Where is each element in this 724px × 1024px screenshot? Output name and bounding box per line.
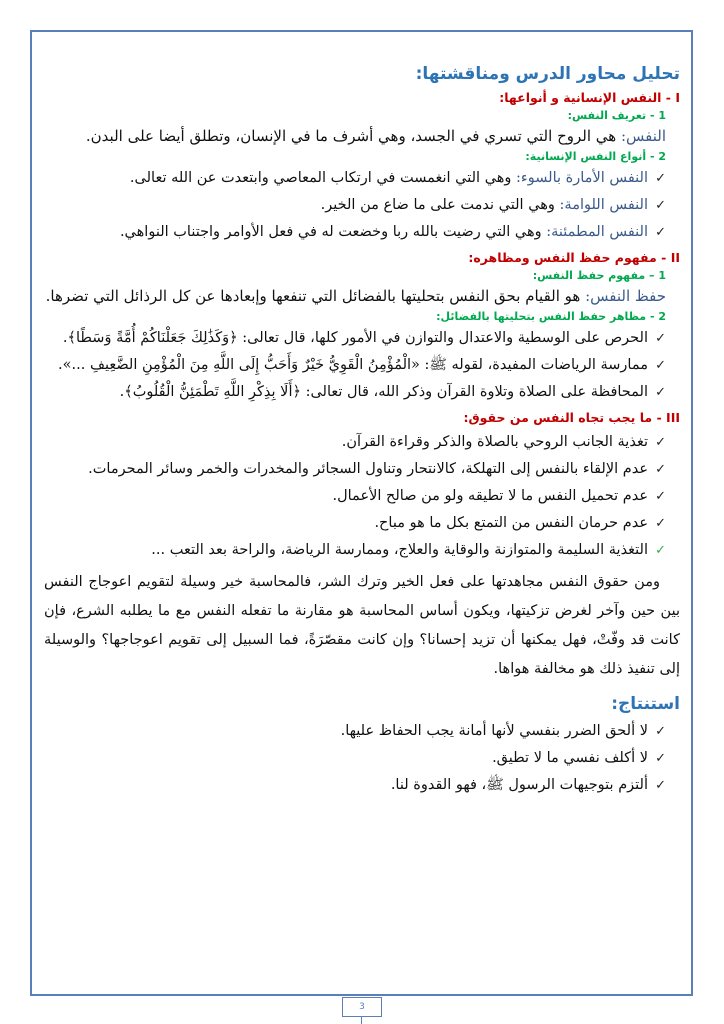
concept-paragraph bbox=[44, 284, 666, 308]
section2-sub2: 2 - مظاهر حفظ النفس بتحليتها بالفضائل: bbox=[436, 310, 666, 323]
check-icon: ✓ bbox=[655, 331, 666, 346]
concept-term: حفظ النفس: bbox=[585, 287, 666, 305]
soul-types-list bbox=[44, 165, 666, 246]
section2-heading: II - مفهوم حفظ النفس ومظاهره: bbox=[468, 250, 680, 265]
list-item bbox=[44, 325, 666, 352]
type-text: وهي التي انغمست في ارتكاب المعاصي وابتعدت عن الله تعالى. bbox=[129, 170, 517, 186]
item-text: المحافظة على الصلاة وتلاوة القرآن وذكر الله، قال تعالى: ﴿أَلَا بِذِكْرِ اللَّهِ تَطْمَئِنُّ الْقُلُوبُ﴾. bbox=[119, 384, 648, 400]
section3-heading: III - ما يجب تجاه النفس من حقوق: bbox=[463, 410, 680, 425]
preservation-list bbox=[44, 325, 666, 406]
list-item bbox=[44, 429, 666, 456]
list-item bbox=[44, 456, 666, 483]
item-text: عدم الإلقاء بالنفس إلى التهلكة، كالانتحار وتناول السجائر والمخدرات والخمر وسائر المحرمات. bbox=[88, 461, 648, 477]
list-item bbox=[44, 510, 666, 537]
lesson-content bbox=[44, 64, 680, 803]
self-accounting-paragraph: ومن حقوق النفس مجاهدتها على فعل الخير وترك الشر، فالمحاسبة خير وسيلة لتقويم اعوجاج النفس بين حين وآخر لغرض تزكيتها، ويكون أساس المحاسبة هو مقارنة ما تفعله النفس مع ما يطلبه الشرع، فإن كانت قد وفّتْ، فهل يمكنها أن تزيد إحسانا؟ وإن كانت مقصّرَةً، فما السبيل إلى تقويم اعوجاجها؟ والوسيلة إلى تنفيذ ذلك هو مخالفة هواها. bbox=[44, 574, 680, 677]
check-icon: ✓ bbox=[655, 225, 666, 240]
section2-sub1: 1 – مفهوم حفظ النفس: bbox=[532, 269, 666, 282]
check-icon: ✓ bbox=[655, 751, 666, 766]
list-item bbox=[44, 483, 666, 510]
check-icon: ✓ bbox=[655, 489, 666, 504]
definition-paragraph bbox=[44, 124, 666, 148]
item-text: ممارسة الرياضات المفيدة، لقوله ﷺ: «الْمُؤْمِنُ الْقَوِيُّ خَيْرٌ وَأَحَبُّ إِلَى اللَّهِ مِنَ الْمُؤْمِنِ الضَّعِيفِ ...». bbox=[58, 357, 648, 373]
item-text: الحرص على الوسطية والاعتدال والتوازن في الأمور كلها، قال تعالى: ﴿وَكَذَٰلِكَ جَعَلْنَاكُمْ أُمَّةً وَسَطًا﴾. bbox=[62, 330, 648, 346]
check-icon: ✓ bbox=[655, 171, 666, 186]
list-item bbox=[44, 718, 666, 745]
check-icon: ✓ bbox=[655, 385, 666, 400]
type-term: النفس الأمارة بالسوء: bbox=[516, 170, 648, 186]
section1-sub2: 2 - أنواع النفس الإنسانية: bbox=[525, 150, 666, 163]
list-item bbox=[44, 219, 666, 246]
list-item bbox=[44, 772, 666, 799]
type-text: وهي التي ندمت على ما ضاع من الخير. bbox=[320, 197, 560, 213]
item-text: تغذية الجانب الروحي بالصلاة والذكر وقراءة القرآن. bbox=[341, 434, 648, 450]
item-text: ألتزم بتوجيهات الرسول ﷺ، فهو القدوة لنا. bbox=[390, 777, 648, 793]
check-icon: ✓ bbox=[655, 358, 666, 373]
type-text: وهي التي رضيت بالله ربا وخضعت له في فعل الأوامر واجتناب النواهي. bbox=[119, 224, 547, 240]
type-term: النفس اللوامة: bbox=[559, 197, 648, 213]
rights-list bbox=[44, 429, 666, 564]
check-icon: ✓ bbox=[655, 543, 666, 558]
item-text: عدم حرمان النفس من التمتع بكل ما هو مباح. bbox=[374, 515, 648, 531]
type-term: النفس المطمئنة: bbox=[546, 224, 648, 240]
check-icon: ✓ bbox=[655, 516, 666, 531]
item-text: عدم تحميل النفس ما لا تطيقه ولو من صالح الأعمال. bbox=[332, 488, 648, 504]
item-text: لا ألحق الضرر بنفسي لأنها أمانة يجب الحفاظ عليها. bbox=[340, 723, 648, 739]
check-icon: ✓ bbox=[655, 724, 666, 739]
list-item bbox=[44, 379, 666, 406]
item-text: لا أكلف نفسي ما لا تطيق. bbox=[492, 750, 648, 766]
section1-heading: I - النفس الإنسانية و أنواعها: bbox=[499, 90, 680, 105]
list-item bbox=[44, 537, 666, 564]
check-icon: ✓ bbox=[655, 462, 666, 477]
list-item bbox=[44, 745, 666, 772]
list-item bbox=[44, 352, 666, 379]
section1-sub1: 1 - تعريف النفس: bbox=[567, 109, 666, 122]
concept-text: هو القيام بحق النفس بتحليتها بالفضائل التي تنفعها وإبعادها عن كل الرذائل التي تضرها. bbox=[45, 287, 586, 305]
list-item bbox=[44, 165, 666, 192]
check-icon: ✓ bbox=[655, 435, 666, 450]
page-title: تحليل محاور الدرس ومناقشتها: bbox=[415, 64, 680, 84]
check-icon: ✓ bbox=[655, 198, 666, 213]
page-number-connector bbox=[361, 1017, 362, 1024]
definition-term: النفس: bbox=[620, 127, 666, 145]
definition-text: هي الروح التي تسري في الجسد، وهي أشرف ما في الإنسان، وتطلق أيضا على البدن. bbox=[85, 127, 621, 145]
conclusion-heading: استنتاج: bbox=[611, 694, 680, 714]
list-item bbox=[44, 192, 666, 219]
page-number: 3 bbox=[342, 997, 382, 1017]
check-icon: ✓ bbox=[655, 778, 666, 793]
conclusion-list bbox=[44, 718, 666, 799]
item-text: التغذية السليمة والمتوازنة والوقاية والعلاج، وممارسة الرياضة، والراحة بعد التعب ... bbox=[151, 542, 648, 558]
